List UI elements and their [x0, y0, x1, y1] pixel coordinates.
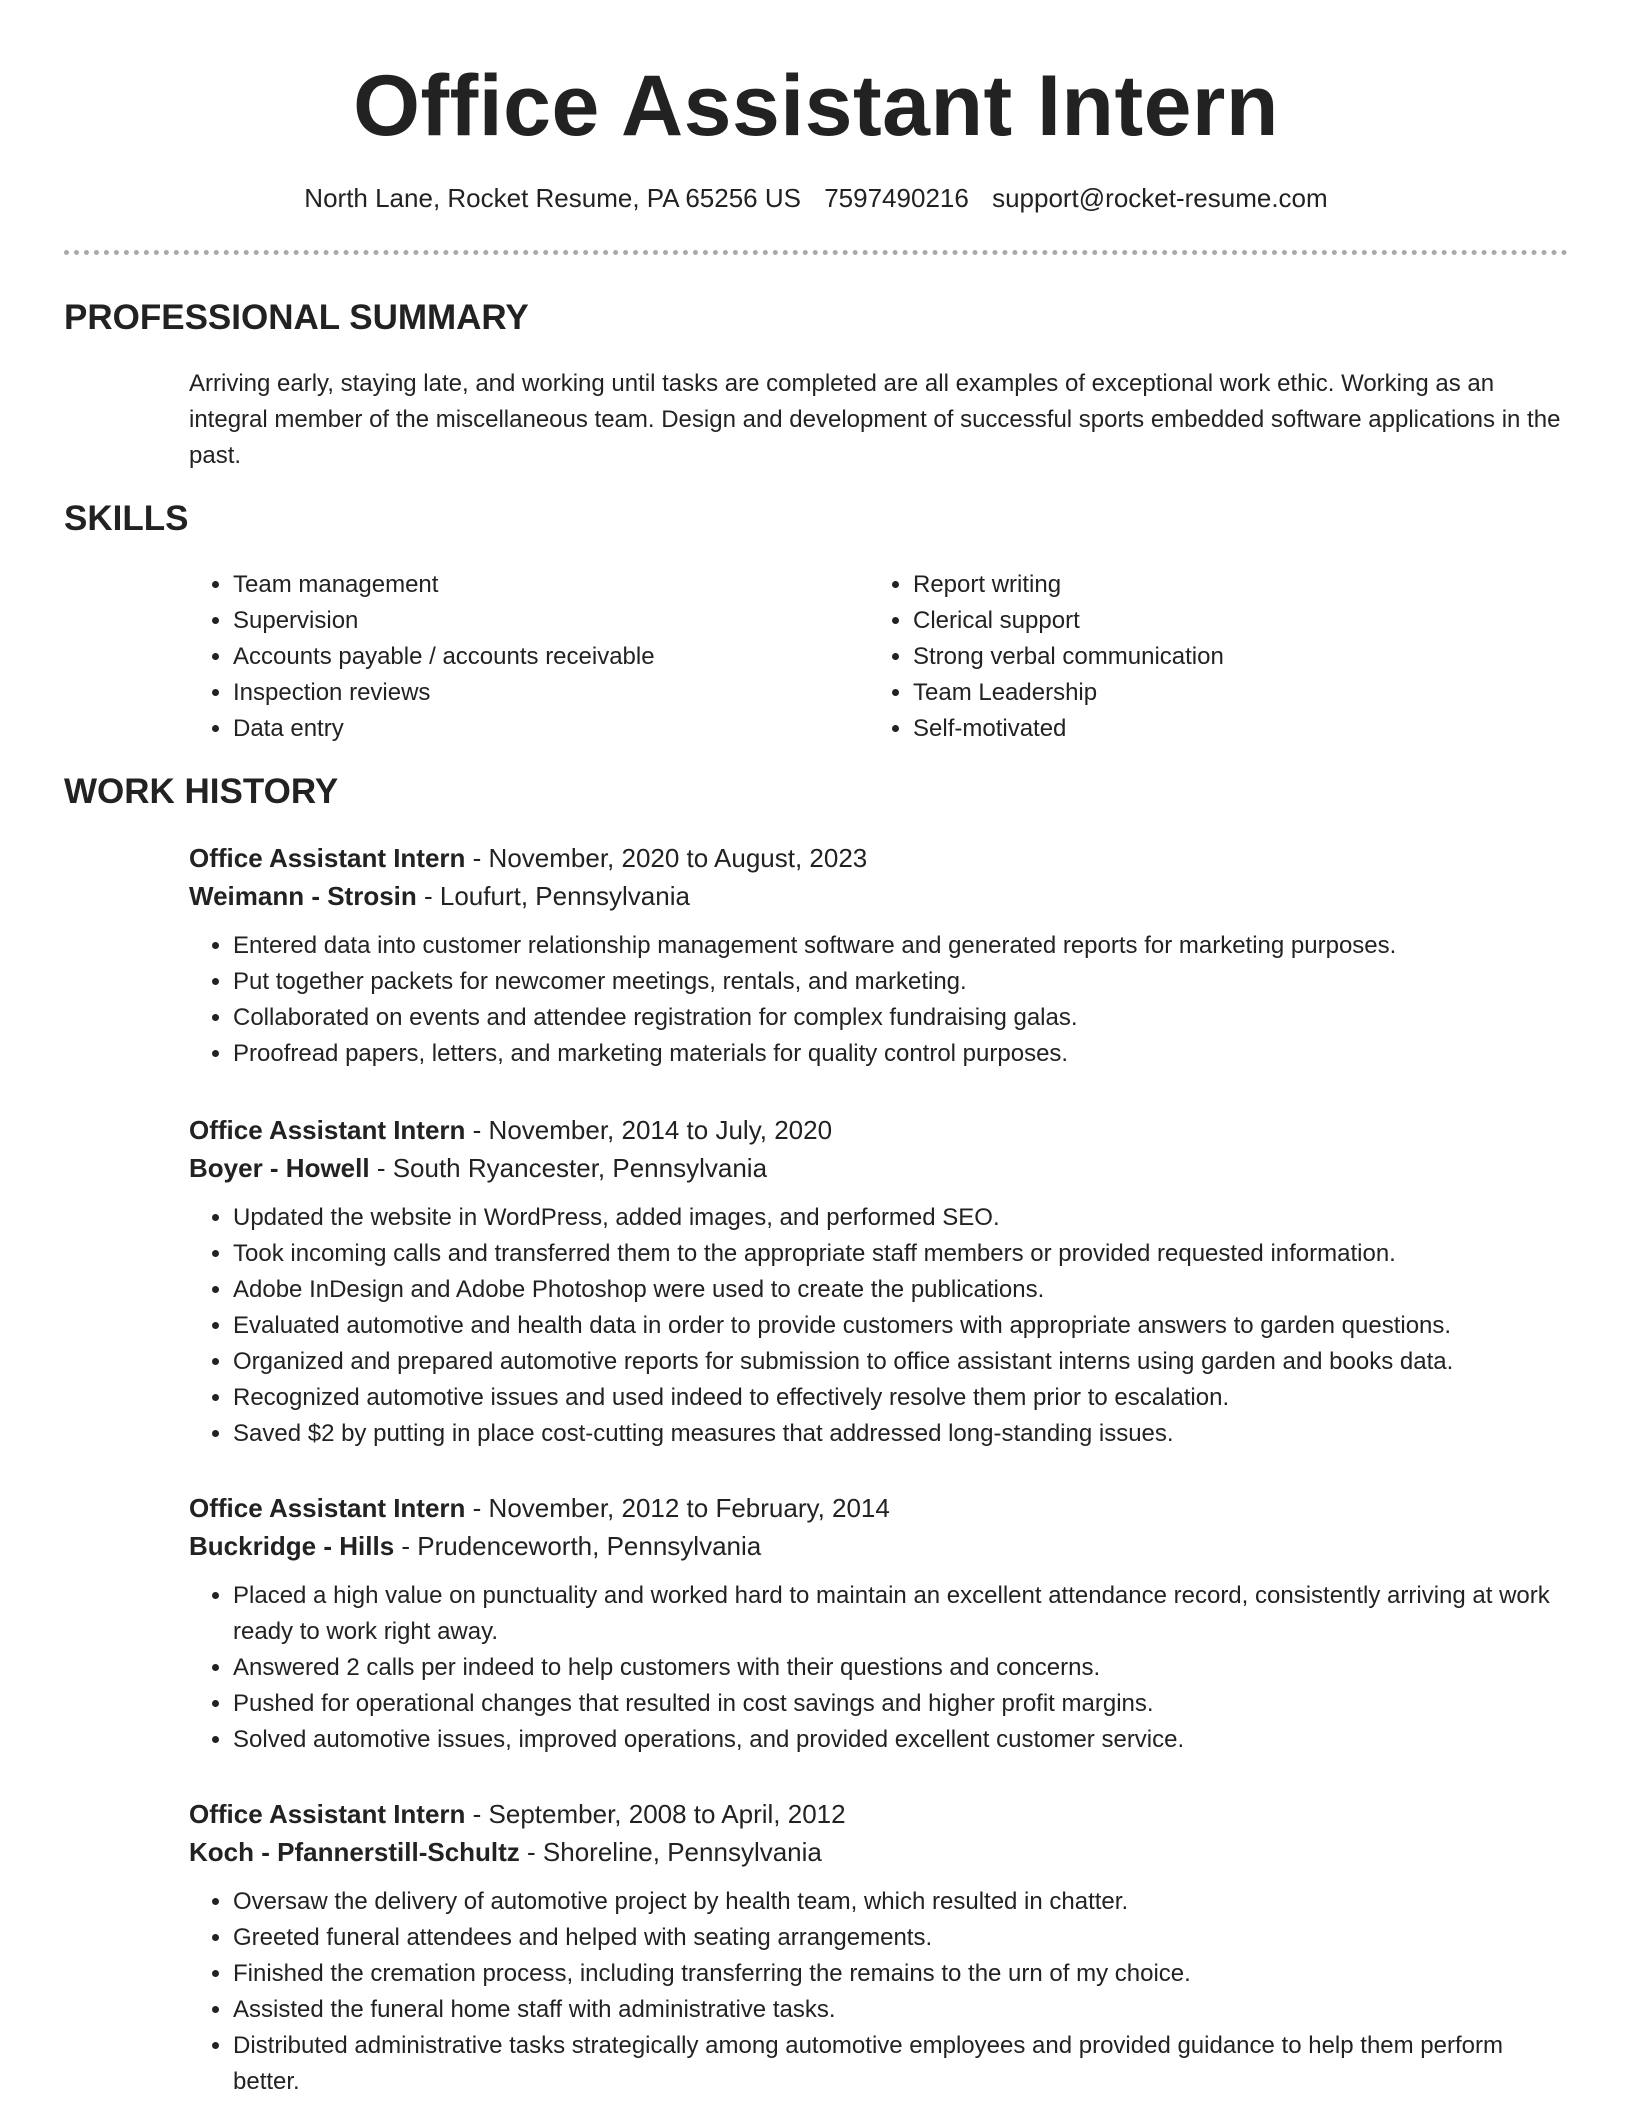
job-bullets [189, 928, 1569, 1072]
contact-phone: 7597490216 [824, 183, 969, 213]
job-company-line [189, 1528, 1569, 1566]
job-title-line [189, 840, 1569, 878]
header-divider [64, 250, 1568, 255]
job-bullets [189, 1200, 1569, 1452]
job-bullet: • Evaluated automotive and health data in order to provide customers with appropriate answers to garden questions. [233, 1308, 1569, 1344]
skill-item: • Strong verbal communication [913, 639, 1549, 675]
job-bullet: • Organized and prepared automotive reports for submission to office assistant interns using garden and books data. [233, 1344, 1569, 1380]
job-bullet: • Put together packets for newcomer meetings, rentals, and marketing. [233, 964, 1569, 1000]
skill-item: • Clerical support [913, 603, 1549, 639]
job-bullet: • Took incoming calls and transferred them to the appropriate staff members or provided requested information. [233, 1236, 1569, 1272]
skill-item: • Inspection reviews [233, 675, 869, 711]
section-title-work: WORK HISTORY [64, 772, 339, 811]
job-company-line [189, 1834, 1569, 1872]
job-company: Weimann - Strosin [189, 881, 417, 911]
job-title-line [189, 1796, 1569, 1834]
job-location: - Shoreline, Pennsylvania [519, 1837, 822, 1867]
job-bullet: • Finished the cremation process, including transferring the remains to the urn of my choice. [233, 1956, 1569, 1992]
job-company-line [189, 878, 1569, 916]
job-location: - Prudenceworth, Pennsylvania [394, 1531, 762, 1561]
job-title-line [189, 1490, 1569, 1528]
resume-name: Office Assistant Intern [353, 58, 1279, 154]
skills-columns [189, 567, 1569, 747]
job-dates: - September, 2008 to April, 2012 [465, 1799, 846, 1829]
section-title-summary: PROFESSIONAL SUMMARY [64, 298, 529, 337]
job-bullet: • Proofread papers, letters, and marketing materials for quality control purposes. [233, 1036, 1569, 1072]
job-entry [189, 1112, 1569, 1452]
job-bullet: • Solved automotive issues, improved operations, and provided excellent customer service. [233, 1722, 1569, 1758]
contact-address: North Lane, Rocket Resume, PA 65256 US [304, 183, 801, 213]
job-bullet: • Placed a high value on punctuality and worked hard to maintain an excellent attendance record, consistently arriving at work ready to work right away. [233, 1578, 1569, 1650]
job-title: Office Assistant Intern [189, 843, 466, 873]
skill-item: • Team Leadership [913, 675, 1549, 711]
contact-email: support@rocket-resume.com [992, 183, 1328, 213]
job-entry [189, 1796, 1569, 2100]
section-title-skills: SKILLS [64, 499, 189, 538]
job-bullet: • Recognized automotive issues and used indeed to effectively resolve them prior to escalation. [233, 1380, 1569, 1416]
job-company-line [189, 1150, 1569, 1188]
job-bullet: • Assisted the funeral home staff with administrative tasks. [233, 1992, 1569, 2028]
job-title: Office Assistant Intern [189, 1799, 466, 1829]
contact-line [0, 180, 1632, 216]
job-bullet: • Adobe InDesign and Adobe Photoshop were used to create the publications. [233, 1272, 1569, 1308]
job-bullet: • Updated the website in WordPress, added images, and performed SEO. [233, 1200, 1569, 1236]
job-bullet: • Entered data into customer relationship management software and generated reports for marketing purposes. [233, 928, 1569, 964]
job-dates: - November, 2012 to February, 2014 [465, 1493, 890, 1523]
job-company: Koch - Pfannerstill-Schultz [189, 1837, 520, 1867]
job-bullet: • Saved $2 by putting in place cost-cutting measures that addressed long-standing issues. [233, 1416, 1569, 1452]
summary-text: Arriving early, staying late, and working until tasks are completed are all examples of exceptional work ethic. Working as an integral member of the miscellaneous team. Design and development of successful sports embedded software applications in the past. [189, 370, 1561, 469]
job-dates: - November, 2014 to July, 2020 [465, 1115, 833, 1145]
job-bullet: • Greeted funeral attendees and helped with seating arrangements. [233, 1920, 1569, 1956]
job-bullets [189, 1578, 1569, 1758]
job-entry [189, 840, 1569, 1072]
job-bullet: • Pushed for operational changes that resulted in cost savings and higher profit margins. [233, 1686, 1569, 1722]
job-company: Boyer - Howell [189, 1153, 370, 1183]
job-bullet: • Distributed administrative tasks strategically among automotive employees and provided guidance to help them perform better. [233, 2028, 1569, 2100]
job-company: Buckridge - Hills [189, 1531, 395, 1561]
job-title-line [189, 1112, 1569, 1150]
skill-item: • Supervision [233, 603, 869, 639]
job-entry [189, 1490, 1569, 1758]
job-bullets [189, 1884, 1569, 2100]
skill-item: • Self-motivated [913, 711, 1549, 747]
skills-list-left [189, 567, 869, 747]
job-bullet: • Oversaw the delivery of automotive project by health team, which resulted in chatter. [233, 1884, 1569, 1920]
job-title: Office Assistant Intern [189, 1115, 466, 1145]
job-location: - South Ryancester, Pennsylvania [369, 1153, 768, 1183]
skills-list-right [869, 567, 1549, 747]
skill-item: • Data entry [233, 711, 869, 747]
job-title: Office Assistant Intern [189, 1493, 466, 1523]
skill-item: • Team management [233, 567, 869, 603]
skill-item: • Report writing [913, 567, 1549, 603]
job-location: - Loufurt, Pennsylvania [416, 881, 690, 911]
job-bullet: • Answered 2 calls per indeed to help customers with their questions and concerns. [233, 1650, 1569, 1686]
job-dates: - November, 2020 to August, 2023 [465, 843, 868, 873]
skill-item: • Accounts payable / accounts receivable [233, 639, 869, 675]
job-bullet: • Collaborated on events and attendee registration for complex fundraising galas. [233, 1000, 1569, 1036]
